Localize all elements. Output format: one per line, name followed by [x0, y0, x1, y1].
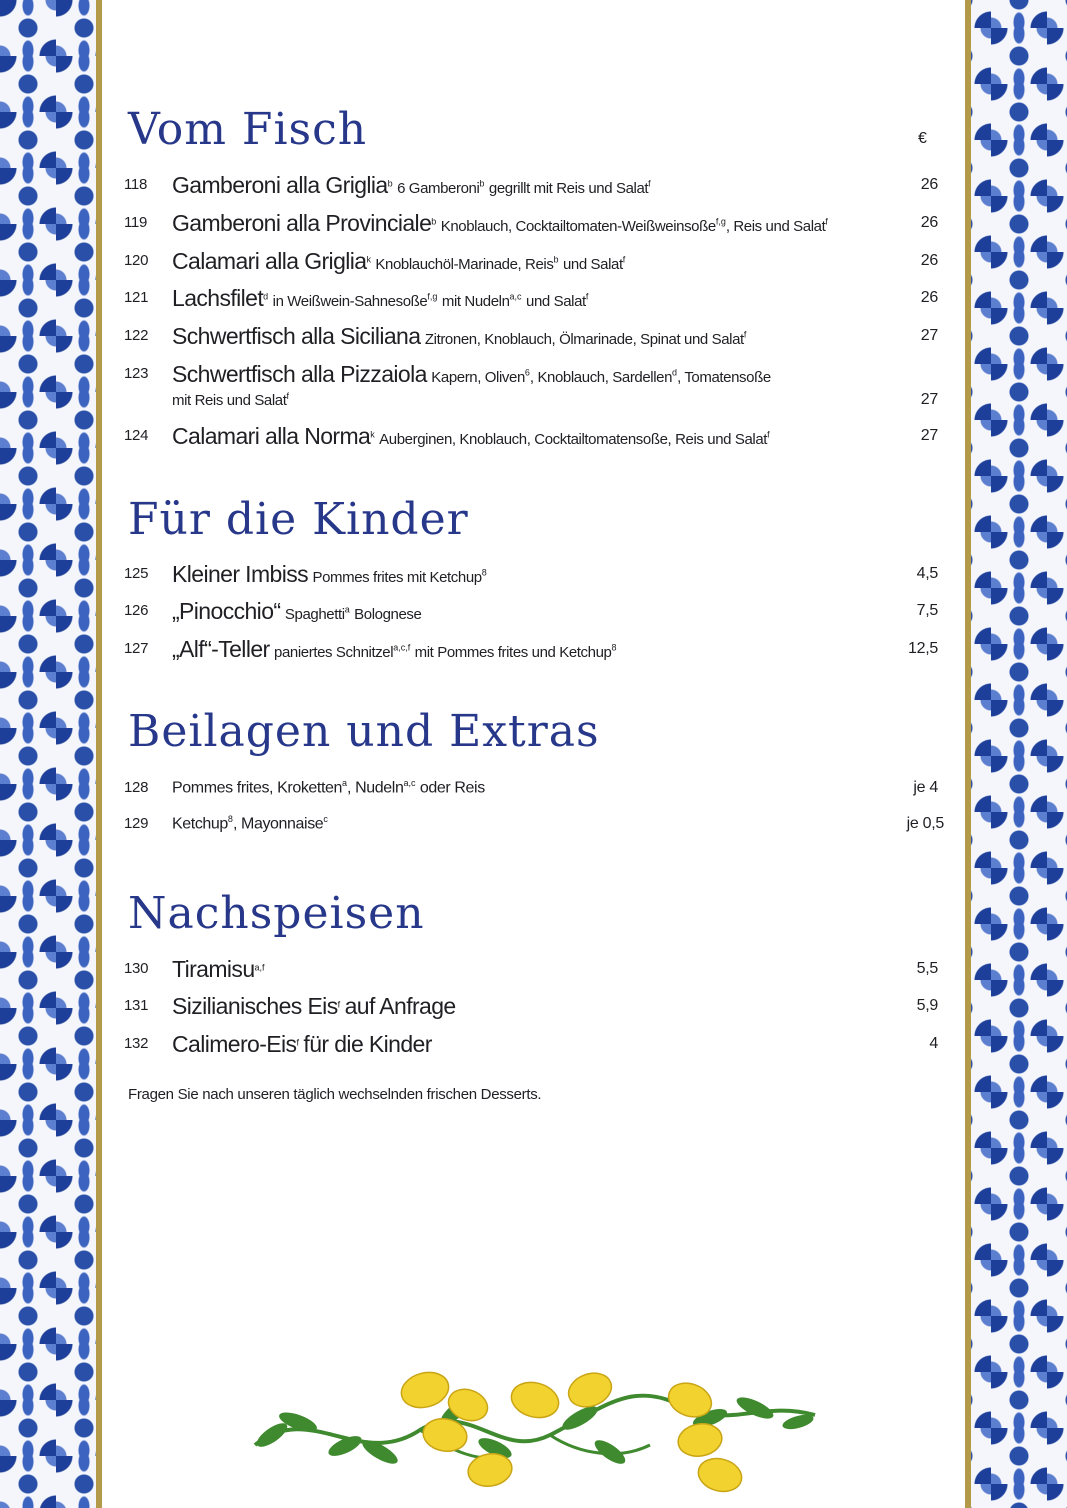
- item-description: , Tomatensoße: [677, 369, 771, 386]
- item-number: 120: [124, 252, 149, 269]
- item-name: Schwertfisch alla Siciliana: [172, 323, 421, 349]
- allergen-code: a,c,f: [393, 642, 411, 653]
- item-price: 26: [920, 176, 938, 193]
- item-description: Auberginen, Knoblauch, Cocktailtomatensoße, Reis und Salat: [379, 431, 768, 448]
- allergen-code: b: [553, 254, 559, 265]
- item-description: , Reis und Salat: [725, 218, 826, 235]
- menu-item-122: [124, 323, 944, 351]
- allergen-code: f: [825, 216, 828, 227]
- item-price: 4: [929, 1035, 938, 1052]
- item-description: , Knoblauch, Sardellen: [529, 369, 673, 386]
- item-name: Sizilianisches Eis: [172, 993, 338, 1019]
- allergen-code: a,c: [403, 778, 416, 788]
- item-description: Knoblauch, Cocktailtomaten-Weißweinsoße: [440, 218, 716, 235]
- menu-page: [102, 0, 965, 1508]
- allergen-code: 6: [524, 367, 530, 378]
- menu-item-127: [124, 636, 944, 664]
- item-name: Calamari alla Griglia: [172, 248, 367, 274]
- item-description: Zitronen, Knoblauch, Ölmarinade, Spinat und Salat: [424, 331, 744, 348]
- allergen-code: f,g: [715, 216, 726, 227]
- item-price: 7,5: [916, 602, 938, 619]
- menu-item-120: [124, 248, 944, 276]
- allergen-code: 8: [227, 814, 233, 824]
- menu-item-121: [124, 285, 944, 313]
- item-price: 26: [920, 289, 938, 306]
- dessert-note: Fragen Sie nach unseren täglich wechselnden frischen Desserts.: [128, 1086, 542, 1103]
- item-number: 118: [124, 176, 148, 193]
- item-number: 127: [124, 640, 149, 657]
- allergen-code: c: [323, 814, 328, 824]
- allergen-code: a: [344, 604, 350, 615]
- item-name: Kleiner Imbiss: [172, 561, 309, 587]
- item-name: Gamberoni alla Griglia: [172, 172, 388, 198]
- allergen-code: f: [622, 254, 626, 265]
- item-price: 27: [920, 327, 938, 344]
- currency-symbol: €: [918, 130, 927, 147]
- allergen-code: d: [672, 367, 678, 378]
- allergen-code: f: [767, 429, 770, 440]
- item-number: 130: [124, 960, 149, 977]
- menu-item-131: [124, 993, 944, 1021]
- menu-item-118: [124, 172, 944, 200]
- item-name: Lachsfilet: [172, 285, 264, 311]
- item-price: 5,5: [916, 960, 938, 977]
- item-description: und Salat: [526, 293, 586, 310]
- menu-item-125: [124, 561, 944, 589]
- section-title-beilagen-und-extras: Beilagen und Extras: [128, 706, 600, 757]
- item-name: Tiramisu: [172, 956, 255, 982]
- item-name: „Alf“-Teller: [172, 636, 270, 662]
- menu-item-128: [124, 775, 944, 803]
- item-name: Calimero-Eis: [172, 1031, 297, 1057]
- item-price: 4,5: [916, 565, 938, 582]
- gold-frame-line-right: [965, 0, 971, 1508]
- item-price: 27: [920, 391, 938, 408]
- item-name: , Mayonnaise: [232, 815, 324, 833]
- item-description: in Weißwein-Sahnesoße: [272, 293, 428, 310]
- item-description: und Salat: [562, 256, 623, 273]
- blue-tile-border-left: [0, 0, 96, 1508]
- item-number: 126: [124, 602, 149, 619]
- menu-item-123-price-row: [124, 387, 944, 415]
- item-price: 26: [920, 214, 938, 231]
- menu-item-130: [124, 956, 944, 984]
- allergen-code: a,c: [509, 291, 522, 302]
- allergen-code: k: [370, 429, 375, 440]
- allergen-code: b: [479, 178, 485, 189]
- item-name: „Pinocchio“: [172, 598, 281, 624]
- item-price: 12,5: [908, 640, 938, 657]
- section-title-fuer-die-kinder: Für die Kinder: [128, 494, 469, 545]
- allergen-code: b: [387, 178, 393, 189]
- item-name: auf Anfrage: [344, 993, 456, 1019]
- menu-item-124: [124, 423, 944, 451]
- item-number: 121: [124, 289, 149, 306]
- item-number: 131: [124, 997, 149, 1014]
- item-description: gegrillt mit Reis und Salat: [488, 180, 649, 197]
- item-description: paniertes Schnitzel: [274, 644, 394, 661]
- item-description: Pommes frites mit Ketchup: [312, 569, 482, 586]
- allergen-code: a: [342, 778, 348, 788]
- item-name: , Nudeln: [347, 779, 404, 797]
- allergen-code: d: [263, 291, 269, 302]
- item-number: 128: [124, 779, 149, 796]
- menu-item-123: [124, 361, 944, 389]
- menu-item-126: [124, 598, 944, 626]
- item-name: oder Reis: [419, 779, 485, 797]
- item-price: 27: [920, 427, 938, 444]
- item-name: Pommes frites, Kroketten: [172, 779, 343, 797]
- allergen-code: f,g: [427, 291, 438, 302]
- item-number: 132: [124, 1035, 149, 1052]
- menu-item-119: [124, 210, 944, 238]
- allergen-code: b: [431, 216, 437, 227]
- section-title-vom-fisch: Vom Fisch: [128, 104, 368, 155]
- item-number: 124: [124, 427, 149, 444]
- allergen-code: k: [366, 254, 371, 265]
- item-description: mit Nudeln: [441, 293, 510, 310]
- item-description: mit Pommes frites und Ketchup: [414, 644, 612, 661]
- allergen-code: f: [648, 178, 651, 189]
- menu-item-129: [124, 811, 944, 839]
- lemon-branch-icon: [250, 1360, 820, 1500]
- allergen-code: 8: [481, 567, 487, 578]
- item-name: Schwertfisch alla Pizzaiola: [172, 361, 427, 387]
- allergen-code: a,f: [254, 962, 265, 973]
- item-name: für die Kinder: [303, 1031, 432, 1057]
- item-price: je 4: [913, 779, 938, 796]
- item-description: Bolognese: [354, 606, 422, 623]
- menu-item-132: [124, 1031, 944, 1059]
- item-name: Calamari alla Norma: [172, 423, 371, 449]
- item-number: 129: [124, 815, 149, 832]
- section-title-nachspeisen: Nachspeisen: [128, 888, 425, 939]
- item-description: Spaghetti: [284, 606, 345, 623]
- allergen-code: f: [296, 1037, 299, 1048]
- item-number: 119: [124, 214, 148, 231]
- item-number: 122: [124, 327, 149, 344]
- item-description: Knoblauchöl-Marinade, Reis: [375, 256, 554, 273]
- blue-tile-border-right: [971, 0, 1067, 1508]
- item-description-continued: mit Reis und Salat$^f$: [172, 391, 289, 409]
- item-number: 123: [124, 365, 149, 382]
- allergen-code: f: [286, 391, 289, 401]
- item-description: 6 Gamberoni: [397, 180, 480, 197]
- allergen-code: f: [585, 291, 589, 302]
- item-name: Ketchup: [172, 815, 228, 833]
- allergen-code: 8: [611, 642, 617, 653]
- item-number: 125: [124, 565, 149, 582]
- item-price: 26: [920, 252, 938, 269]
- item-price: 5,9: [916, 997, 938, 1014]
- item-price: je 0,5: [906, 815, 944, 832]
- item-name: Gamberoni alla Provinciale: [172, 210, 432, 236]
- allergen-code: f: [743, 329, 747, 340]
- item-description: Kapern, Oliven: [431, 369, 525, 386]
- allergen-code: f: [337, 999, 341, 1010]
